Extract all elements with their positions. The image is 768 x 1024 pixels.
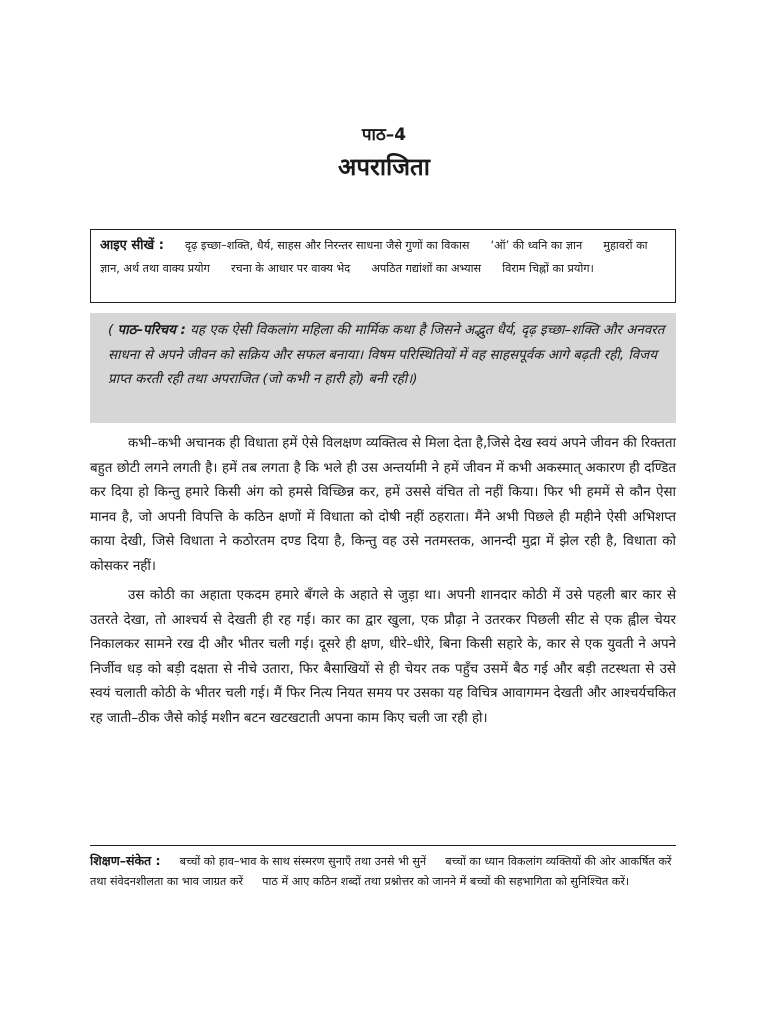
body-paragraph: कभी–कभी अचानक ही विधाता हमें ऐसे विलक्षण व्यक्तित्व से मिला देता है,जिसे देख स्वयं अपने जीवन की रिक्तता बहुत छोटी लगने लगती है। हमें तब लगता है कि भले ही उस अन्तर्यामी ने हमें जीवन में कभी अकस्मात् अकारण ही दण्डित कर दिया हो किन्तु हमारे किसी अंग को हमसे विच्छिन्न कर, हमें उससे वंचित तो नहीं किया। फिर भी हममें से कौन ऐसा मानव है, जो अपनी विपत्ति के कठिन क्षणों में विधाता को दोषी नहीं ठहराता। मैंने अभी पिछले ही महीने ऐसी अभिशप्त काया देखी, जिसे विधाता ने कठोरतम दण्ड दिया है, किन्तु वह उसे नतमस्तक, आनन्दी मुद्रा में झेल रही है, विधाता को कोसकर नहीं। — [90, 436, 676, 574]
teaching-note — [90, 851, 680, 892]
teaching-note-item: बच्चों को हाव–भाव के साथ संस्मरण सुनाएँ तथा उनसे भी सुनें — [179, 855, 427, 868]
teaching-note-label: शिक्षण–संकेत : — [90, 853, 161, 868]
intro-open-paren: ( — [108, 323, 114, 338]
learning-objectives-box — [90, 229, 676, 303]
body-paragraph: उस कोठी का अहाता एकदम हमारे बँगले के अहाते से जुड़ा था। अपनी शानदार कोठी में उसे पहली बार कार से उतरते देखा, तो आश्चर्य से देखती ही रह गई। कार का द्वार खुला, एक प्रौढ़ा ने उतरकर पिछली सीट से एक ह्वील चेयर निकालकर सामने रख दी और भीतर चली गई। दूसरे ही क्षण, धीरे–धीरे, बिना किसी सहारे के, कार से एक युवती ने अपने निर्जीव धड़ को बड़ी दक्षता से नीचे उतारा, फिर बैसाखियों से ही चेयर तक पहुँच उसमें बैठ गई और बड़ी तटस्थता से उसे स्वयं चलाती कोठी के भीतर चली गई। मैं फिर नित्य नियत समय पर उसका यह विचित्र आवागमन देखती और आश्चर्यचकित रह जाती–ठीक जैसे कोई मशीन बटन खटखटाती अपना काम किए चली जा रही हो। — [90, 588, 676, 726]
objective-item: रचना के आधार पर वाक्य भेद — [230, 262, 351, 275]
teaching-note-item: बच्चों का ध्यान विकलांग व्यक्तियों की ओर आकर्षित करें तथा संवेदनशीलता का भाव जाग्रत करें — [90, 855, 672, 888]
objective-item: अपठित गद्यांशों का अभ्यास — [371, 262, 482, 275]
objectives-label: आइए सीखें : — [100, 238, 164, 253]
teaching-note-item: पाठ में आए कठिन शब्दों तथा प्रश्नोत्तर को जानने में बच्चों की सहभागिता को सुनिश्चित करें। — [262, 875, 630, 888]
lesson-introduction-box — [90, 313, 676, 423]
objective-item: ‘ऑ’ की ध्वनि का ज्ञान — [490, 239, 583, 252]
intro-label: पाठ–परिचय : — [117, 323, 186, 338]
lesson-number: पाठ–4 — [361, 125, 407, 145]
intro-text: यह एक ऐसी विकलांग महिला की मार्मिक कथा है जिसने अद्भुत धैर्य, दृढ़ इच्छा–शक्ति और अनवरत साधना से अपने जीवन को सक्रिय और सफल बनाया। विषम परिस्थितियों में वह साहसपूर्वक आगे बढ़ती रही, विजय प्राप्त करती रही तथा अपराजित (जो कभी न हारी हो) बनी रही।) — [108, 323, 665, 387]
lesson-title: अपराजिता — [338, 153, 430, 181]
lesson-body — [90, 432, 676, 736]
footer-divider — [90, 845, 676, 846]
objective-item: दृढ़ इच्छा–शक्ति, धैर्य, साहस और निरन्तर साधना जैसे गुणों का विकास — [185, 239, 470, 252]
objective-item: मुहावरों का ज्ञान, अर्थ तथा वाक्य प्रयोग — [100, 239, 648, 275]
objective-item: विराम चिह्नों का प्रयोग। — [502, 262, 594, 275]
